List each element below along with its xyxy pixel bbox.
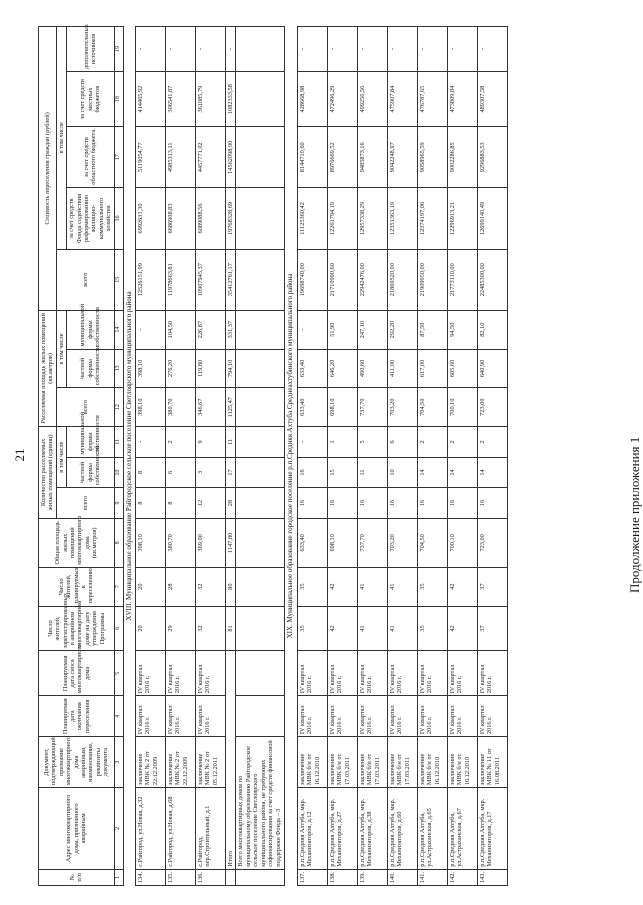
cell-resettled: 28 [166,567,196,606]
cell-area: 703,20 [387,518,417,567]
cell-address: с.Райгород, ул.Новая, д.68 [166,788,196,870]
cell-resettled: 20 [136,567,166,606]
cell-plan-date: IV квартал 2016 г. [387,696,417,737]
cell-cost-total: 12526151,99 [136,249,166,310]
cell-plan-demolish: IV квартал 2016 г. [196,651,226,696]
cell-plan-demolish: IV квартал 2016 г. [357,651,387,696]
column-number: 10 [114,457,123,488]
summary-blank [236,27,285,72]
total-empty [226,869,236,885]
cell-plan-demolish: IV квартал 2016 г. [297,651,327,696]
cell-residents: 35 [417,606,447,651]
cell-cost-local: 414465,92 [136,72,166,127]
header-cost-extra: дополнительных источников [67,27,114,72]
cell-resettled: 42 [327,567,357,606]
summary-blank [236,488,285,519]
cell-cost-regional: 4985313,11 [166,127,196,188]
cell-document: заключение МВК б/н от 16.12.2010 [297,737,327,788]
cell-count-municipal: 2 [166,427,196,458]
summary-blank [236,567,285,606]
cell-cost-fund: 6992631,30 [136,188,166,249]
table-row [166,27,196,886]
column-number: 6 [114,606,123,651]
cell-cost-regional: 9296883,53 [477,127,507,188]
cell-plan-demolish: IV квартал 2016 г. [387,651,417,696]
cell-area-municipal: - [297,310,327,349]
cell-cost-extra: - [166,27,196,72]
summary-blank [236,310,285,349]
cell-row-number: 136. [196,869,226,885]
summary-blank [236,349,285,388]
cell-area-total: 704,50 [417,388,447,427]
section-title: XIX. Муниципальное образование городское поселение р.п.Средняя Ахтуба Среднеахтубинского муниципального района [285,27,297,886]
cell-address: р.п.Средняя Ахтуба, мкр. Механизаторов, д.38 [357,788,387,870]
cell-area-total: 346,67 [196,388,226,427]
cell-area: 723,00 [477,518,507,567]
cell-cost-extra: - [327,27,357,72]
column-number: 8 [114,518,123,567]
cell-cost-extra: - [387,27,417,72]
cell-cost-regional: 9042248,97 [387,127,417,188]
cell-area: 698,10 [327,518,357,567]
cell-address: р.п.Средняя Ахтуба, ул.Астраханская, д.65 [417,788,447,870]
cell-resettled: 41 [357,567,387,606]
cell-row-number: 141. [417,869,447,885]
cell-resettled: 37 [477,567,507,606]
total-count-total: 28 [226,488,236,519]
cell-count-total: 16 [297,488,327,519]
column-number: 11 [114,427,123,458]
cell-cost-fund: 12261794,19 [327,188,357,249]
summary-blank [236,651,285,696]
cell-cost-local: 361085,79 [196,72,226,127]
cell-count-private: 8 [136,457,166,488]
cell-area-private: 633,40 [297,349,327,388]
cell-cost-fund: 12374197,06 [417,188,447,249]
cell-count-municipal: 9 [196,427,226,458]
cell-area-municipal: 292,20 [387,310,417,349]
cell-count-total: 16 [387,488,417,519]
landscape-sheet [38,6,598,886]
total-cost-regional: 14562098,90 [226,127,236,188]
cell-row-number: 135. [166,869,196,885]
cell-residents: 35 [297,606,327,651]
cell-count-private: 16 [297,457,327,488]
cell-area: 633,40 [297,518,327,567]
cell-resettled: 35 [297,567,327,606]
summary-blank [236,72,285,127]
summary-blank [236,127,285,188]
header-cost-regional: за счет средств областного бюджета [67,127,114,188]
header-cost-group: Стоимость переселения граждан (рублей) [39,27,57,311]
cell-residents: 37 [477,606,507,651]
cell-row-number: 134. [136,869,166,885]
header-plan-demolish: Планируемая дата сноса многоквартирного дома [39,651,115,696]
cell-area-private: 646,20 [327,349,357,388]
cell-cost-fund: 12957338,29 [357,188,387,249]
cell-count-total: 16 [477,488,507,519]
total-resettled: 80 [226,567,236,606]
cell-count-municipal: 2 [417,427,447,458]
cell-count-total: 16 [357,488,387,519]
summary-blank [236,606,285,651]
header-cost-fund: за счет средств Фонда содействия реформированию жилищно-коммунального хозяйства [67,188,114,249]
column-number: 9 [114,488,123,519]
column-number: 18 [114,72,123,127]
cell-plan-date: IV квартал 2016 г. [136,696,166,737]
cell-count-private: 3 [196,457,226,488]
cell-cost-fund: 12296913,21 [447,188,477,249]
cell-row-number: 139. [357,869,387,885]
column-number: 14 [114,310,123,349]
cell-area-total: 737,70 [357,388,387,427]
cell-area-municipal: - [136,310,166,349]
column-number: 3 [114,737,123,788]
resettlement-table [38,26,508,886]
cell-document: заключение МВК № 11 от 16.08.2011 [477,737,507,788]
cell-document: заключение МВК № 2 от 22.12.2009 [166,737,196,788]
cell-area-total: 698,10 [327,388,357,427]
summary-blank [236,457,285,488]
cell-cost-regional: 9485873,16 [357,127,387,188]
cell-cost-extra: - [417,27,447,72]
cell-cost-extra: - [136,27,166,72]
cell-area-total: 633,40 [297,388,327,427]
cell-document: заключение МВК № 2 от 22.12.2009 [136,737,166,788]
cell-document: заключение МВК б/н от 16.12.2010 [447,737,477,788]
total-area-total: 1125,47 [226,388,236,427]
cell-cost-fund: 6686908,83 [166,188,196,249]
cell-area-municipal: 247,10 [357,310,387,349]
header-count-private: частной формы собственности [67,457,114,488]
header-area-municipal: муниципальной формы собственности [67,310,114,349]
total-area-municipal: 331,37 [226,310,236,349]
total-residents: 81 [226,606,236,651]
cell-area-municipal: 51,90 [327,310,357,349]
cell-document: заключение МВК б/н от 16.12.2010 [417,737,447,788]
column-number: 17 [114,127,123,188]
total-row [226,27,236,886]
cell-address: р.п.Средняя Ахтуба, мкр. Механизаторов, д.12 [297,788,327,870]
cell-cost-total: 11978663,81 [166,249,196,310]
column-number: 2 [114,788,123,870]
header-residents: Число жителей, зарегистрированных в аварийном многоквартирном доме на дату утверждения Программы [39,606,115,651]
cell-cost-total: 19698740,00 [297,249,327,310]
cell-resettled: 35 [417,567,447,606]
column-number: 4 [114,696,123,737]
cell-area-private: 605,60 [447,349,477,388]
total-count-municipal: 11 [226,427,236,458]
cell-count-total: 16 [447,488,477,519]
cell-area: 380,70 [166,518,196,567]
table-row [136,27,166,886]
column-number: 5 [114,651,123,696]
header-area-incl: в том числе [56,310,66,388]
cell-cost-local: 428668,98 [297,72,327,127]
cell-cost-local: 489307,58 [477,72,507,127]
cell-cost-extra: - [357,27,387,72]
total-label: Итого [226,651,236,869]
column-number: 13 [114,349,123,388]
cell-count-total: 12 [196,488,226,519]
cell-address: р.п.Средняя Ахтуба, мкр. Механизаторов, д.60 [387,788,417,870]
cell-cost-total: 21869520,00 [387,249,417,310]
table-row [447,27,477,886]
cell-count-private: 6 [166,457,196,488]
column-number: 12 [114,388,123,427]
cell-plan-date: IV квартал 2016 г. [327,696,357,737]
cell-row-number: 137. [297,869,327,885]
cell-area-private: 617,00 [417,349,447,388]
table-row [477,27,507,886]
cell-count-municipal: 6 [387,427,417,458]
section-title: XVIII. Муниципальное образование Райгородское сельское поселение Светлоярского муниципального района [123,27,135,886]
cell-residents: 42 [327,606,357,651]
cell-cost-total: 22942476,00 [357,249,387,310]
cell-row-number: 142. [447,869,477,885]
cell-cost-fund: 6089088,56 [196,188,226,249]
cell-cost-regional: 9058965,59 [417,127,447,188]
cell-plan-demolish: IV квартал 2016 г. [447,651,477,696]
cell-area-municipal: 104,50 [166,310,196,349]
header-area-private: частной формы собственности [67,349,114,388]
summary-blank [236,518,285,567]
cell-plan-date: IV квартал 2016 г. [297,696,327,737]
cell-area-total: 700,10 [447,388,477,427]
page-number: 21 [12,448,27,462]
cell-cost-total: 21773110,00 [447,249,477,310]
header-cost-total: всего [56,249,114,310]
cell-row-number: 138. [327,869,357,885]
summary-blank [236,388,285,427]
cell-count-private: 15 [327,457,357,488]
cell-resettled: 42 [447,567,477,606]
cell-area-private: 490,60 [357,349,387,388]
column-number: 19 [114,27,123,72]
header-count-total: всего [56,488,114,519]
cell-cost-regional: 4457771,02 [196,127,226,188]
cell-cost-regional: 8976669,52 [327,127,357,188]
cell-area: 704,50 [417,518,447,567]
cell-cost-local: 499256,56 [357,72,387,127]
header-cost-incl: в том числе [56,27,66,250]
cell-plan-date: IV квартал 2016 г. [166,696,196,737]
cell-area-municipal: 87,50 [417,310,447,349]
header-count-municipal: муниципальной формы собственности [67,427,114,458]
total-cost-extra: - [226,27,236,72]
header-count-incl: в том числе [56,427,66,488]
cell-count-municipal: - [297,427,327,458]
cell-area-total: 723,00 [477,388,507,427]
column-number: 15 [114,249,123,310]
column-number: 16 [114,188,123,249]
cell-plan-date: IV квартал 2016 г. [357,696,387,737]
total-count-private: 17 [226,457,236,488]
cell-count-total: 8 [166,488,196,519]
cell-area-private: 119,80 [196,349,226,388]
total-area: 1147,80 [226,518,236,567]
cell-area-total: 380,70 [166,388,196,427]
table-row [196,27,226,886]
cell-plan-demolish: IV квартал 2016 г. [136,651,166,696]
cell-cost-extra: - [196,27,226,72]
cell-plan-demolish: IV квартал 2016 г. [327,651,357,696]
summary-label: Всего многоквартирных домов по муниципальному образованию Райгородское сельское поселение Светлоярского муниципального района, не требующих софинансирования за счет средств финансовой поддержки Фонда – 3 [236,737,285,870]
cell-cost-fund: 11125360,42 [297,188,327,249]
cell-area: 700,10 [447,518,477,567]
header-area-total: всего [56,388,114,427]
cell-count-total: 16 [327,488,357,519]
cell-area-private: 411,00 [387,349,417,388]
header-plan-date: Планируемая дата окончания переселения [39,696,115,737]
cell-document: заключение МВК б/н от 17.03.2011 [357,737,387,788]
cell-area: 737,70 [357,518,387,567]
cell-residents: 41 [357,606,387,651]
column-number: 7 [114,567,123,606]
column-numbers-row [114,27,123,886]
table-row [327,27,357,886]
total-cost-fund: 19768328,69 [226,188,236,249]
cell-area: 398,10 [136,518,166,567]
total-cost-total: 35412761,17 [226,249,236,310]
cell-document: заключение МВК б/н от 17.03.2011 [387,737,417,788]
cell-area-municipal: 226,87 [196,310,226,349]
cell-area-municipal: 82,10 [477,310,507,349]
header-area-group: Расселяемая площадь жилых помещений (кв.метров) [39,310,57,426]
table-row [357,27,387,886]
total-cost-local: 1082333,58 [226,72,236,127]
cell-cost-fund: 12351363,19 [387,188,417,249]
table-row [417,27,447,886]
cell-plan-date: IV квартал 2016 г. [417,696,447,737]
cell-count-private: 14 [417,457,447,488]
summary-row [236,27,285,886]
table-row [387,27,417,886]
cell-count-total: 8 [136,488,166,519]
cell-cost-local: 473809,84 [447,72,477,127]
summary-empty [236,869,285,885]
cell-plan-date: IV квартал 2016 г. [477,696,507,737]
cell-cost-regional: 5119054,77 [136,127,166,188]
header-cost-local: за счет средств местных бюджетов [67,72,114,127]
cell-cost-local: 306541,87 [166,72,196,127]
cell-row-number: 143. [477,869,507,885]
cell-count-private: 14 [447,457,477,488]
cell-cost-total: 21710990,60 [327,249,357,310]
cell-plan-demolish: IV квартал 2016 г. [417,651,447,696]
cell-row-number: 140. [387,869,417,885]
table-row [297,27,327,886]
cell-count-private: 11 [357,457,387,488]
header-count-group: Количество расселяемых жилых помещений (единиц) [39,427,57,519]
cell-cost-total: 10907945,37 [196,249,226,310]
cell-area: 369,00 [196,518,226,567]
cell-address: с.Райгород, ул.Новая, д.32 [136,788,166,870]
cell-count-private: 10 [387,457,417,488]
cell-document: заключение МВК № 2 от 05.12.2011 [196,737,226,788]
cell-count-municipal: - [136,427,166,458]
header-resettled: Число жителей, планируемых к переселению [39,567,115,606]
cell-cost-local: 476787,65 [417,72,447,127]
cell-area-total: 398,10 [136,388,166,427]
cell-count-municipal: 1 [327,427,357,458]
cell-cost-local: 475907,84 [387,72,417,127]
cell-plan-date: IV квартал 2016 г. [196,696,226,737]
cell-cost-extra: - [297,27,327,72]
cell-resettled: 32 [196,567,226,606]
cell-cost-total: 21909950,00 [417,249,447,310]
cell-address: р.п.Средняя Ахтуба, мкр. Механизаторов, д.27 [327,788,357,870]
cell-plan-demolish: IV квартал 2016 г. [166,651,196,696]
summary-blank [236,249,285,310]
cell-area-private: 398,10 [136,349,166,388]
header-document: Документ, подтверждающий признание многоквартирного дома аварийным, наименование, реквизиты документа [39,737,115,788]
cell-residents: 29 [166,606,196,651]
cell-cost-extra: - [477,27,507,72]
column-number: 1 [114,869,123,885]
cell-address: р.п.Средняя Ахтуба, мкр. Механизаторов, д.17 [477,788,507,870]
cell-count-municipal: 2 [477,427,507,458]
cell-cost-total: 22485300,00 [477,249,507,310]
cell-area-total: 703,20 [387,388,417,427]
cell-residents: 42 [447,606,477,651]
cell-address: с.Райгород, пер.Строительный, д.1 [196,788,226,870]
summary-blank [236,427,285,458]
cell-area-private: 640,90 [477,349,507,388]
header-area: Общая площадь жилых помещений многоквартирного дома (кв.метров) [39,518,115,567]
cell-area-private: 276,20 [166,349,196,388]
cell-residents: 20 [136,606,166,651]
summary-blank [236,188,285,249]
cell-plan-date: IV квартал 2016 г. [447,696,477,737]
cell-cost-regional: 9002286,85 [447,127,477,188]
cell-address: р.п.Средняя Ахтуба, ул.Астраханская, д.67 [447,788,477,870]
cell-area-municipal: 94,50 [447,310,477,349]
cell-plan-demolish: IV квартал 2016 г. [477,651,507,696]
cell-count-municipal: 5 [357,427,387,458]
cell-count-total: 16 [417,488,447,519]
header-no: № п/п [39,869,115,885]
cell-residents: 41 [387,606,417,651]
cell-cost-local: 472496,29 [327,72,357,127]
appendix-title: Продолжение приложения 1 [627,436,642,593]
cell-document: заключение МВК б/н от 17.03.2011 [327,737,357,788]
total-area-private: 794,10 [226,349,236,388]
cell-resettled: 41 [387,567,417,606]
summary-blank [236,696,285,737]
cell-residents: 32 [196,606,226,651]
cell-cost-extra: - [447,27,477,72]
cell-cost-fund: 12699140,49 [477,188,507,249]
cell-count-municipal: 2 [447,427,477,458]
cell-cost-regional: 8144710,60 [297,127,327,188]
cell-count-private: 14 [477,457,507,488]
header-address: Адрес многоквартирного дома, признанного аварийным [39,788,115,870]
